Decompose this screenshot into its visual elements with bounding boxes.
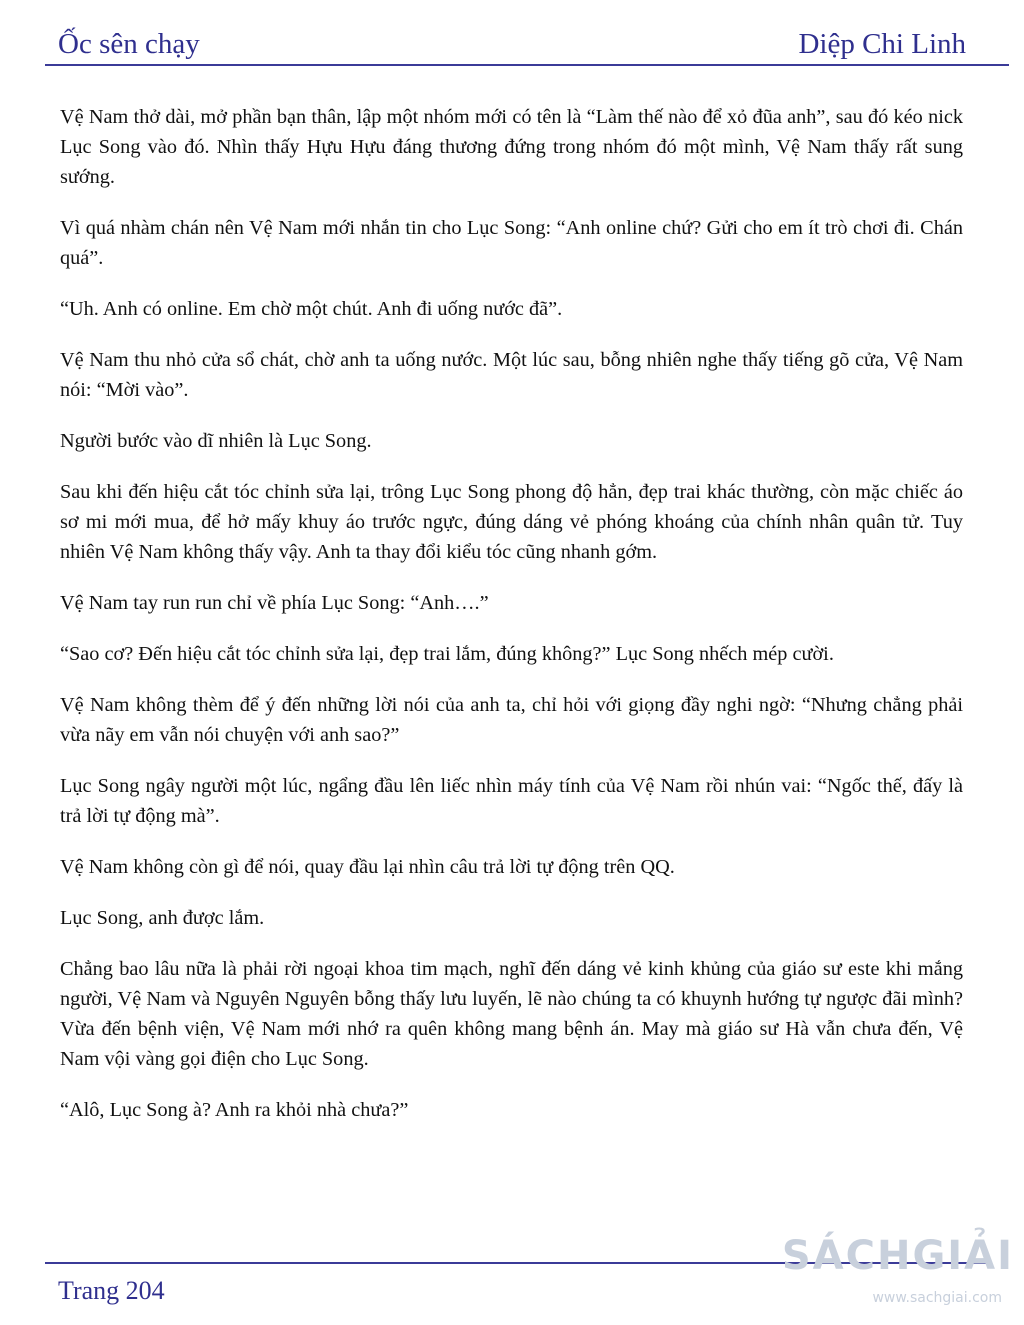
- book-title: Ốc sên chạy: [58, 28, 200, 60]
- watermark: [781, 1228, 1014, 1318]
- paragraph: Người bước vào dĩ nhiên là Lục Song.: [60, 430, 372, 452]
- paragraph: Vệ Nam tay run run chỉ về phía Lục Song: “Anh….”: [60, 592, 489, 614]
- paragraph: Lục Song ngây người một lúc, ngẩng đầu lên liếc nhìn máy tính của Vệ Nam rồi nhún vai: “Ngốc thế, đấy là trả lời tự động mà”.: [60, 775, 963, 827]
- page-header: [58, 24, 966, 64]
- paragraph: Vệ Nam thu nhỏ cửa sổ chát, chờ anh ta uống nước. Một lúc sau, bỗng nhiên nghe thấy tiếng gõ cửa, Vệ Nam nói: “Mời vào”.: [60, 349, 963, 401]
- paragraph: Vì quá nhàm chán nên Vệ Nam mới nhắn tin cho Lục Song: “Anh online chứ? Gửi cho em ít trò chơi đi. Chán quá”.: [60, 217, 963, 269]
- paragraph: Lục Song, anh được lắm.: [60, 907, 265, 929]
- paragraph: “Alô, Lục Song à? Anh ra khỏi nhà chưa?”: [60, 1099, 409, 1121]
- paragraph: Vệ Nam thở dài, mở phần bạn thân, lập một nhóm mới có tên là “Làm thế nào để xỏ đũa anh”, sau đó kéo nick Lục Song vào đó. Nhìn thấy Hựu Hựu đáng thương đứng trong nhóm đó một mình, Vệ Nam thấy rất sung sướng.: [60, 106, 963, 188]
- paragraph: “Uh. Anh có online. Em chờ một chút. Anh đi uống nước đã”.: [60, 298, 563, 320]
- paragraph: Chẳng bao lâu nữa là phải rời ngoại khoa tim mạch, nghĩ đến dáng vẻ kinh khủng của giáo sư este khi mắng người, Vệ Nam và Nguyên Nguyên bỗng thấy lưu luyến, lẽ nào chúng ta có khuynh hướng tự ngược đãi mình? Vừa đến bệnh viện, Vệ Nam mới nhớ ra quên không mang bệnh án. May mà giáo sư Hà vẫn chưa đến, Vệ Nam vội vàng gọi điện cho Lục Song.: [60, 958, 963, 1070]
- paragraph: Sau khi đến hiệu cắt tóc chỉnh sửa lại, trông Lục Song phong độ hẳn, đẹp trai khác thường, còn mặc chiếc áo sơ mi mới mua, để hở mấy khuy áo trước ngực, đúng dáng vẻ phóng khoáng của chính nhân quân tử. Tuy nhiên Vệ Nam không thấy vậy. Anh ta thay đổi kiểu tóc cũng nhanh gớm.: [60, 481, 963, 563]
- header-divider: [45, 64, 1009, 66]
- chapter-text: [60, 102, 963, 1146]
- paragraph: Vệ Nam không còn gì để nói, quay đầu lại nhìn câu trả lời tự động trên QQ.: [60, 856, 675, 878]
- watermark-logo: SÁCHGIẢI: [781, 1233, 1014, 1279]
- page-number: Trang 204: [58, 1276, 165, 1305]
- paragraph: Vệ Nam không thèm để ý đến những lời nói của anh ta, chỉ hỏi với giọng đầy nghi ngờ: “Nhưng chẳng phải vừa nãy em vẫn nói chuyện với anh sao?”: [60, 694, 963, 746]
- paragraph: “Sao cơ? Đến hiệu cắt tóc chỉnh sửa lại, đẹp trai lắm, đúng không?” Lục Song nhếch mép cười.: [60, 643, 834, 665]
- watermark-url: www.sachgiai.com: [872, 1290, 1002, 1306]
- author-name: Diệp Chi Linh: [798, 28, 966, 60]
